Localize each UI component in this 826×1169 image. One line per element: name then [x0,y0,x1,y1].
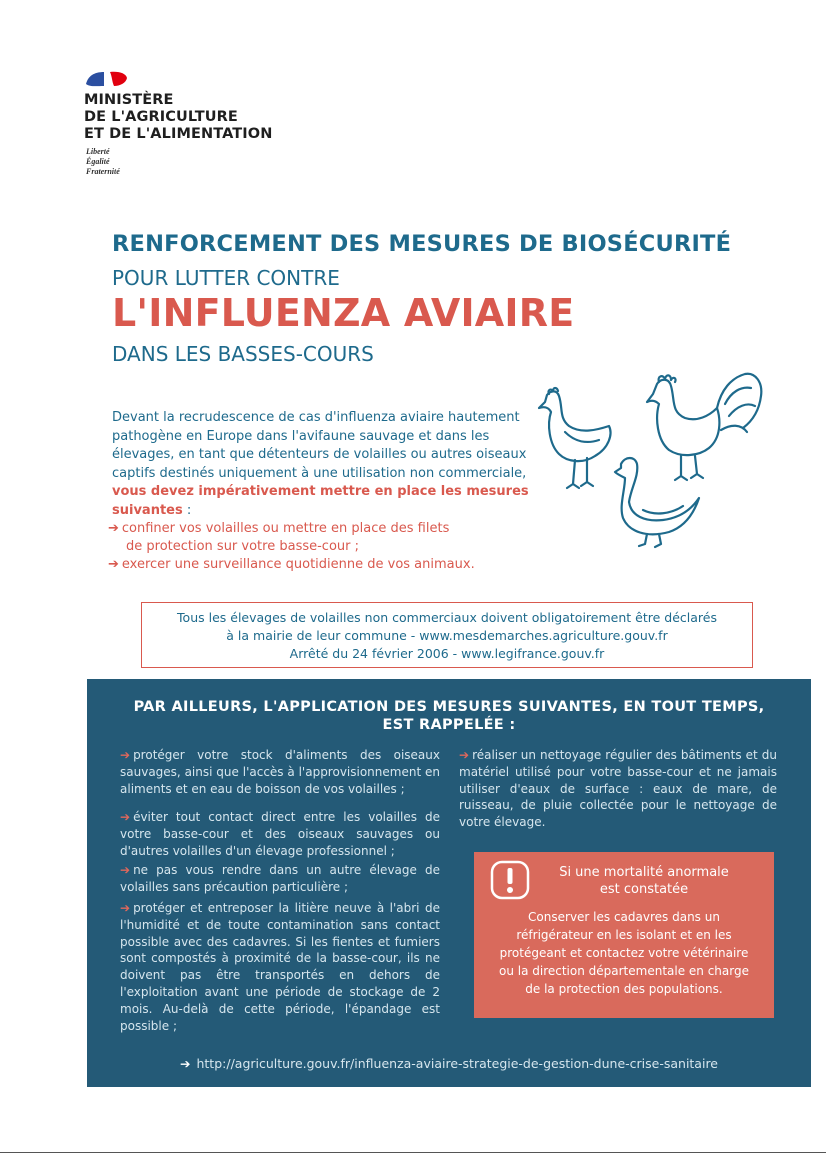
hen-icon [539,388,610,488]
measure-item-5 [459,747,777,831]
alert-body-line-5: de la protection des populations. [525,982,723,996]
intro-emphasis: vous devez impérativement mettre en place les mesures suivantes [112,484,529,518]
notice-line-2: à la mairie de leur commune - www.mesdemarches.agriculture.gouv.fr [226,628,668,643]
info-link[interactable] [180,1056,718,1071]
measure-text: protéger et entreposer la litière neuve à l'abri de l'humidité et de toute contamination sans contact possible avec des cadavres. Si les fientes et fumiers sont compostés à proximité de la basse-cour, ils ne doivent pas être transportés en dehors de l'exploitation avant une période de stockage de 2 mois. Au-delà de cette période, l'épandage est possible ; [120,901,440,1033]
ministry-name-line-3: ET DE L'ALIMENTATION [84,126,273,142]
rooster-icon [647,374,761,480]
alert-body-line-1: Conserver les cadavres dans un [528,910,720,924]
poultry-birds-icon [525,360,770,550]
intro-bullet-1-line-2: de protection sur votre basse-cour ; [126,539,359,554]
heading-line-2: POUR LUTTER CONTRE [112,266,340,290]
info-link-url[interactable]: http://agriculture.gouv.fr/influenza-aviaire-strategie-de-gestion-dune-crise-sanitaire [196,1056,718,1071]
heading-main-title: L'INFLUENZA AVIAIRE [112,291,575,335]
arrow-icon: ➔ [459,748,470,762]
measure-item-3 [120,862,440,896]
arrow-icon: ➔ [180,1056,191,1071]
measure-text: ne pas vous rendre dans un autre élevage de volailles sans précaution particulière ; [120,863,440,894]
arrow-icon: ➔ [120,901,131,915]
alert-title-line-1: Si une mortalité anormale [559,865,729,880]
measure-item-4 [120,900,440,1034]
notice-line-3: Arrêté du 24 février 2006 - www.legifrance.gouv.fr [289,646,605,661]
measure-item-1 [120,747,440,797]
alert-body-line-2: réfrigérateur en les isolant et en les [516,928,732,942]
motto-egalite: Égalité [86,157,110,166]
mortality-alert-box [474,852,774,1018]
intro-text: Devant la recrudescence de cas d'influenza aviaire hautement pathogène en Europe dans l'avifaune sauvage et dans les élevages, en tant que détenteurs de volailles ou autres oiseaux captifs destinés uniquement à une utilisation non commerciale, [112,410,527,481]
alert-body-line-4: ou la direction départementale en charge [498,964,749,978]
arrow-icon: ➔ [108,521,119,536]
bullet-text: exercer une surveillance quotidienne de vos animaux. [121,557,475,572]
measure-text: réaliser un nettoyage régulier des bâtiments et du matériel utilisé pour votre basse-cour et ne jamais utiliser d'eaux de surface : eaux de mare, de ruisseau, de pluie collectée pour le nettoyage de votre élevage. [459,748,777,830]
exclamation-icon [490,860,530,900]
page-bottom-edge [0,1152,826,1153]
arrow-icon: ➔ [120,810,131,824]
ministry-name-line-2: DE L'AGRICULTURE [84,109,238,125]
goose-icon [615,458,699,547]
ministry-name-line-1: MINISTÈRE [84,92,174,108]
motto-fraternite: Fraternité [86,167,120,176]
measure-text: éviter tout contact direct entre les volailles de votre basse-cour et des oiseaux sauvages ou d'autres volailles d'un élevage professionnel ; [120,810,440,858]
measure-text: protéger votre stock d'aliments des oiseaux sauvages, ainsi que l'accès à l'approvisionnement en aliments et en eau de boisson de vos volailles ; [120,748,440,796]
declaration-notice-box [141,602,753,668]
bullet-text: confiner vos volailles ou mettre en place des filets [121,521,450,536]
arrow-icon: ➔ [120,748,131,762]
alert-title-line-2: est constatée [599,882,689,897]
panel-title-line-1: PAR AILLEURS, L'APPLICATION DES MESURES SUIVANTES, EN TOUT TEMPS, [133,699,765,715]
intro-bullet-1-line-1 [108,520,449,539]
heading-line-4: DANS LES BASSES-COURS [112,342,374,366]
panel-title-line-2: EST RAPPELÉE : [382,717,516,733]
notice-line-1: Tous les élevages de volailles non commerciaux doivent obligatoirement être déclarés [177,610,717,625]
heading-line-1: RENFORCEMENT DES MESURES DE BIOSÉCURITÉ [112,231,732,257]
motto-liberte: Liberté [86,147,110,156]
alert-body-line-3: protégeant et contactez votre vétérinaire [499,946,749,960]
intro-paragraph [112,409,532,520]
measure-item-2 [120,809,440,859]
arrow-icon: ➔ [108,557,119,572]
intro-colon: : [182,502,192,518]
intro-bullet-2 [108,556,475,575]
republic-flag-logo [84,70,128,88]
arrow-icon: ➔ [120,863,131,877]
